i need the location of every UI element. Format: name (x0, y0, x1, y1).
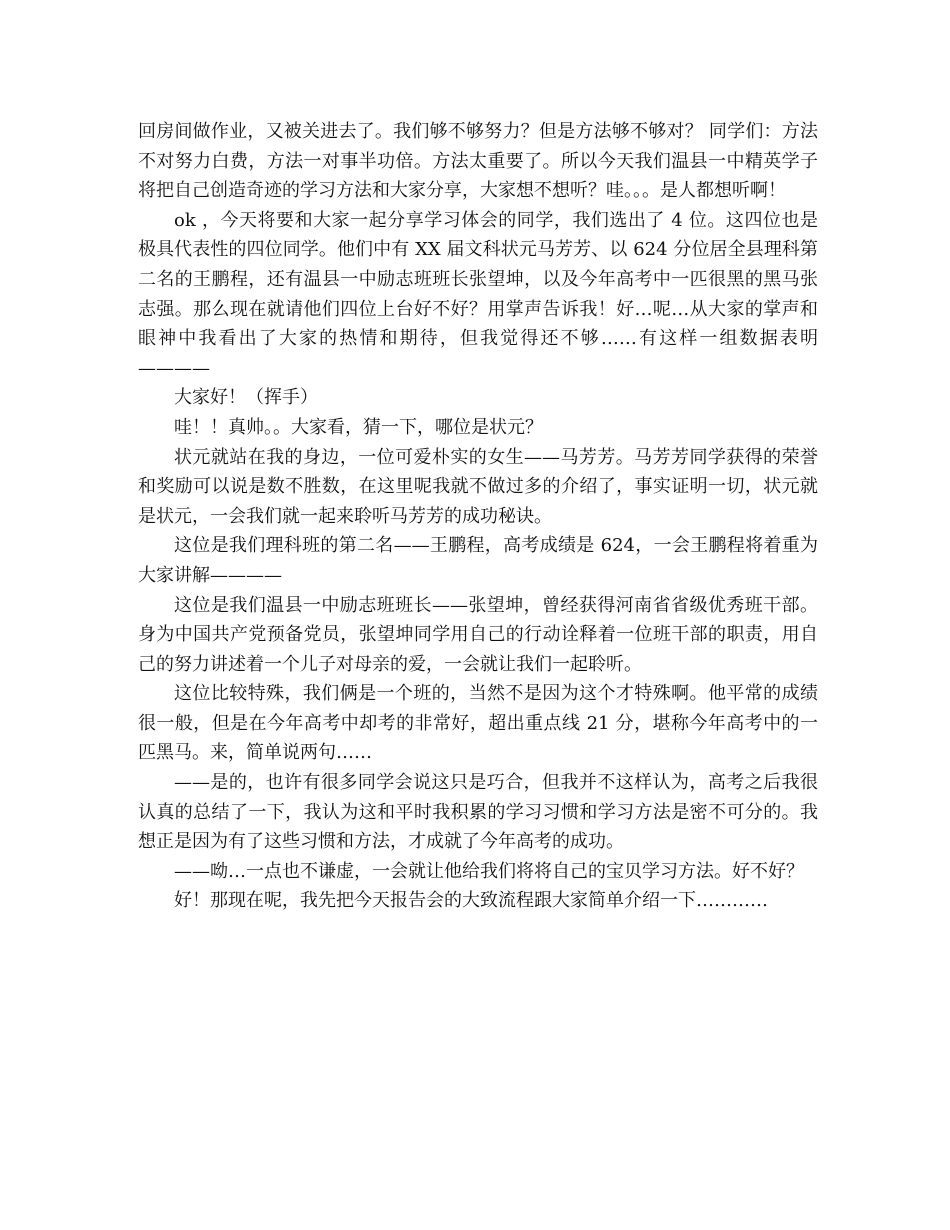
paragraph: 这位比较特殊，我们俩是一个班的，当然不是因为这个才特殊啊。他平常的成绩很一般，但是在今年高考中却考的非常好，超出重点线 21 分，堪称今年高考中的一匹黑马。来，简单说两句…… (138, 683, 818, 764)
paragraph: ——呦…一点也不谦虚，一会就让他给我们将将自己的宝贝学习方法。好不好？ (174, 860, 804, 882)
paragraph: 哇！！真帅。。大家看，猜一下，哪位是状元？ (174, 416, 543, 438)
paragraph: 这位是我们理科班的第二名——王鹏程，高考成绩是 624，一会王鹏程将着重为大家讲解———— (138, 535, 818, 586)
paragraph: 好！那现在呢，我先把今天报告会的大致流程跟大家简单介绍一下………… (174, 890, 768, 912)
paragraph: ok ，今天将要和大家一起分享学习体会的同学，我们选出了 4 位。这四位也是极具代表性的四位同学。他们中有 XX 届文科状元马芳芳、以 624 分位居全县理科第二名的王鹏程，还有温县一中励志班班长张望坤，以及今年高考中一匹很黑的黑马张志强。那么现在就请他们四位上台好不好？用掌声告诉我！好…呢…从大家的掌声和眼神中我看出了大家的热情和期待，但我觉得还不够……有这样一组数据表明———— (138, 209, 818, 379)
document-body (138, 117, 818, 916)
paragraph: 这位是我们温县一中励志班班长——张望坤，曾经获得河南省省级优秀班干部。身为中国共产党预备党员，张望坤同学用自己的行动诠释着一位班干部的职责，用自己的努力讲述着一个儿子对母亲的爱，一会就让我们一起聆听。 (138, 594, 818, 675)
paragraph: 回房间做作业，又被关进去了。我们够不够努力？但是方法够不够对？ 同学们：方法不对努力白费，方法一对事半功倍。方法太重要了。所以今天我们温县一中精英学子将把自己创造奇迹的学习方法和大家分享，大家想不想听？哇。。。是人都想听啊！ (138, 121, 818, 202)
paragraph: 状元就站在我的身边，一位可爱朴实的女生——马芳芳。马芳芳同学获得的荣誉和奖励可以说是数不胜数，在这里呢我就不做过多的介绍了，事实证明一切，状元就是状元，一会我们就一起来聆听马芳芳的成功秘诀。 (138, 446, 818, 527)
paragraph: 大家好！（挥手） (174, 387, 318, 409)
paragraph: ——是的，也许有很多同学会说这只是巧合，但我并不这样认为，高考之后我很认真的总结了一下，我认为这和平时我积累的学习习惯和学习方法是密不可分的。我想正是因为有了这些习惯和方法，才成就了今年高考的成功。 (138, 772, 818, 853)
